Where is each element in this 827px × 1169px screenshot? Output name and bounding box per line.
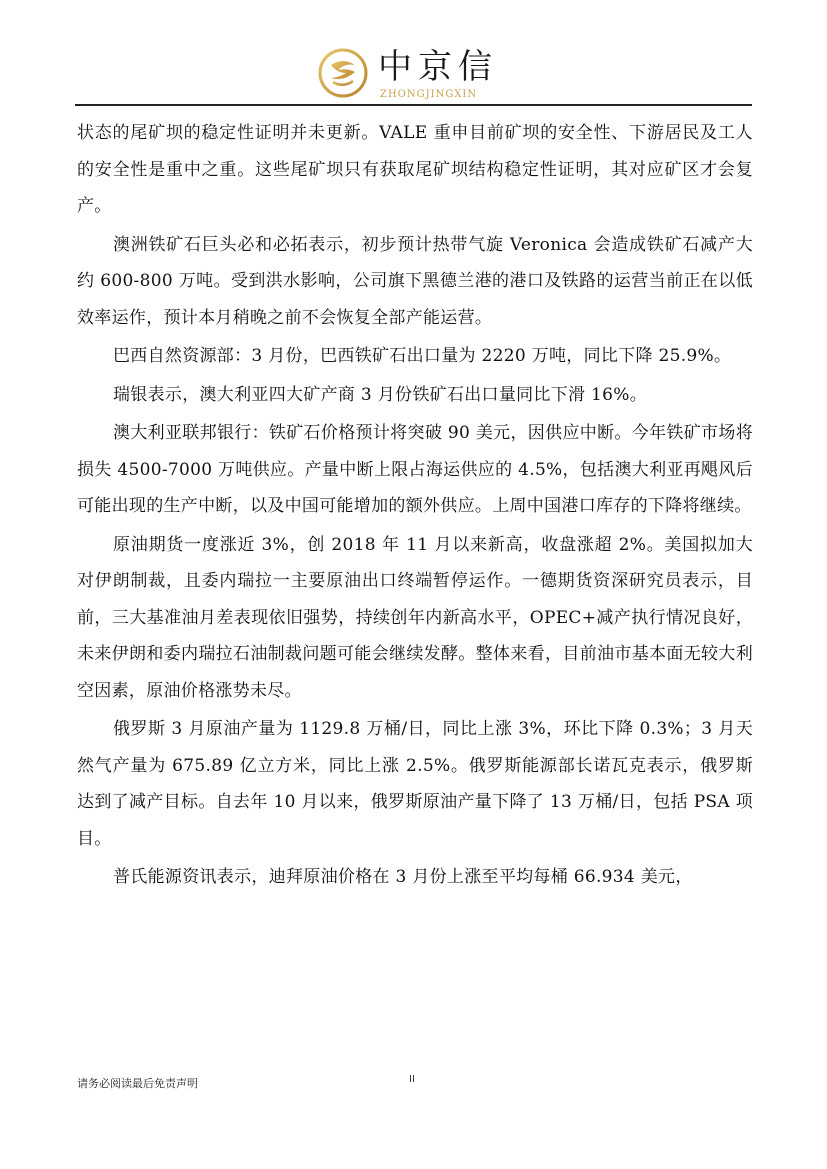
paragraph: 澳大利亚联邦银行：铁矿石价格预计将突破 90 美元，因供应中断。今年铁矿市场将损失 4500-7000 万吨供应。产量中断上限占海运供应的 4.5%，包括澳大利亚再飓风后可能出现的生产中断，以及中国可能增加的额外供应。上周中国港口库存的下降将继续。	[77, 423, 753, 516]
paragraph: 状态的尾矿坝的稳定性证明并未更新。VALE 重申目前矿坝的安全性、下游居民及工人的安全性是重中之重。这些尾矿坝只有获取尾矿坝结构稳定性证明，其对应矿区才会复产。	[77, 123, 753, 216]
logo-english-name: ZHONGJINGXIN	[380, 89, 478, 100]
document-body	[77, 115, 753, 896]
paragraph: 巴西自然资源部：3 月份，巴西铁矿石出口量为 2220 万吨，同比下降 25.9%。	[113, 346, 732, 366]
paragraph: 澳洲铁矿石巨头必和必拓表示，初步预计热带气旋 Veronica 会造成铁矿石减产大约 600-800 万吨。受到洪水影响，公司旗下黑德兰港的港口及铁路的运营当前正在以低效率运作，预计本月稍晚之前不会恢复全部产能运营。	[77, 234, 753, 328]
paragraph: 普氏能源资讯表示，迪拜原油价格在 3 月份上涨至平均每桶 66.934 美元，	[113, 867, 693, 887]
page-number: II	[409, 1074, 415, 1085]
header-divider	[75, 104, 752, 106]
paragraph: 瑞银表示，澳大利亚四大矿产商 3 月份铁矿石出口量同比下滑 16%。	[113, 384, 648, 405]
paragraph: 俄罗斯 3 月原油产量为 1129.8 万桶/日，同比上涨 3%，环比下降 0.3%；3 月天然气产量为 675.89 亿立方米，同比上涨 2.5%。俄罗斯能源部长诺瓦克表示，俄罗斯达到了减产目标。自去年 10 月以来，俄罗斯原油产量下降了 13 万桶/日，包括 PSA 项目。	[77, 719, 753, 849]
footer-disclaimer: 请务必阅读最后免责声明	[77, 1077, 198, 1090]
paragraph: 原油期货一度涨近 3%，创 2018 年 11 月以来新高，收盘涨超 2%。美国拟加大对伊朗制裁，且委内瑞拉一主要原油出口终端暂停运作。一德期货资深研究员表示，目前，三大基准油月差表现依旧强势，持续创年内新高水平，OPEC+减产执行情况良好，未来伊朗和委内瑞拉石油制裁问题可能会继续发酵。整体来看，目前油市基本面无较大利空因素，原油价格涨势未尽。	[77, 534, 753, 701]
page-header	[0, 0, 827, 108]
logo-chinese-name: 中京信	[378, 47, 498, 87]
company-logo-icon	[318, 48, 368, 98]
